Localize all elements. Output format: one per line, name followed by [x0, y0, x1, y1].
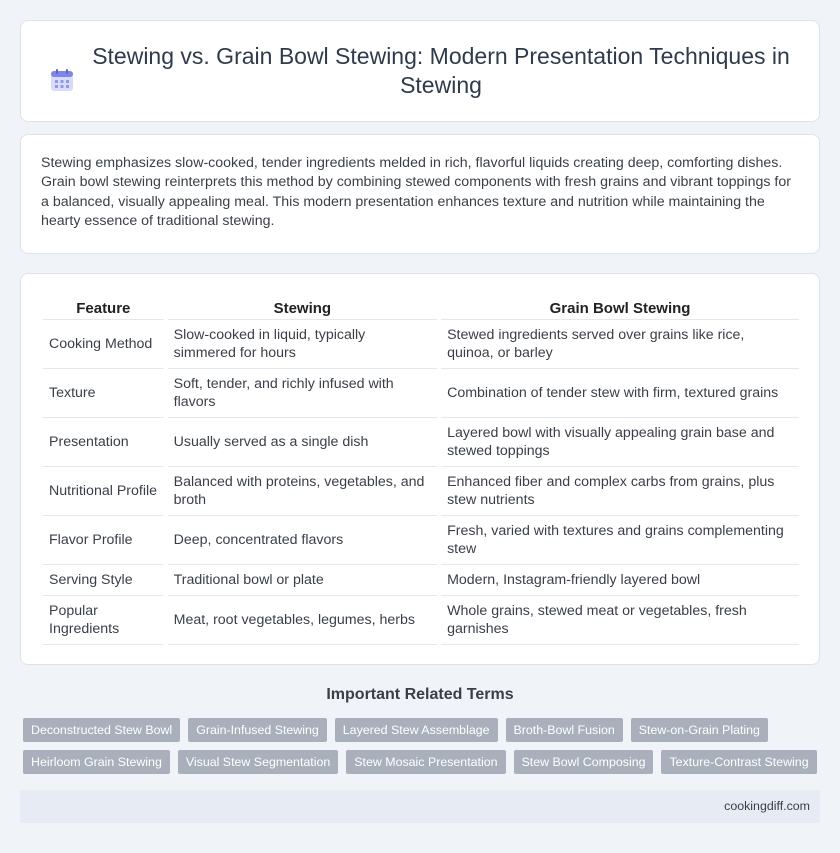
cell-feature: Nutritional Profile — [43, 467, 164, 516]
page-title: Stewing vs. Grain Bowl Stewing: Modern Presentation Techniques in Stewing — [92, 43, 790, 98]
cell-feature: Presentation — [43, 418, 164, 467]
table-row — [43, 565, 799, 596]
cell-grain-bowl: Stewed ingredients served over grains like rice, quinoa, or barley — [441, 320, 799, 369]
tag-grain-infused-stewing[interactable]: Grain-Infused Stewing — [188, 718, 327, 742]
table-header-row — [43, 294, 799, 320]
cell-stewing: Usually served as a single dish — [168, 418, 437, 467]
footer-site-link[interactable]: cookingdiff.com — [724, 799, 810, 813]
header-stewing: Stewing — [168, 294, 437, 320]
table-row — [43, 418, 799, 467]
cell-feature: Texture — [43, 369, 164, 418]
title-wrap — [49, 42, 791, 100]
related-terms-tags — [23, 718, 823, 782]
table-row — [43, 596, 799, 645]
comparison-table — [43, 294, 799, 645]
header-feature: Feature — [43, 294, 164, 320]
tag-deconstructed-stew-bowl[interactable]: Deconstructed Stew Bowl — [23, 718, 180, 742]
footer — [20, 790, 820, 823]
title-card — [20, 20, 820, 122]
cell-feature: Flavor Profile — [43, 516, 164, 565]
cell-stewing: Slow-cooked in liquid, typically simmered for hours — [168, 320, 437, 369]
tag-stew-bowl-composing[interactable]: Stew Bowl Composing — [514, 750, 654, 774]
cell-feature: Popular Ingredients — [43, 596, 164, 645]
cell-stewing: Deep, concentrated flavors — [168, 516, 437, 565]
table-row — [43, 516, 799, 565]
tag-row — [23, 718, 823, 742]
calendar-icon — [49, 67, 75, 93]
intro-text: Stewing emphasizes slow-cooked, tender ingredients melded in rich, flavorful liquids creating deep, comforting dishes. Grain bowl stewing reinterprets this method by combining stewed components with fresh grains and vibrant toppings for a balanced, visually appealing meal. This modern presentation enhances texture and nutrition while maintaining the hearty essence of traditional stewing. — [41, 155, 791, 230]
cell-grain-bowl: Whole grains, stewed meat or vegetables, fresh garnishes — [441, 596, 799, 645]
cell-grain-bowl: Modern, Instagram-friendly layered bowl — [441, 565, 799, 596]
header-grain-bowl: Grain Bowl Stewing — [441, 294, 799, 320]
tag-visual-stew-segmentation[interactable]: Visual Stew Segmentation — [178, 750, 338, 774]
tag-heirloom-grain-stewing[interactable]: Heirloom Grain Stewing — [23, 750, 170, 774]
tag-broth-bowl-fusion[interactable]: Broth-Bowl Fusion — [506, 718, 623, 742]
intro-card — [20, 134, 820, 254]
tag-texture-contrast-stewing[interactable]: Texture-Contrast Stewing — [661, 750, 816, 774]
cell-grain-bowl: Layered bowl with visually appealing grain base and stewed toppings — [441, 418, 799, 467]
cell-stewing: Meat, root vegetables, legumes, herbs — [168, 596, 437, 645]
table-row — [43, 467, 799, 516]
cell-stewing: Balanced with proteins, vegetables, and broth — [168, 467, 437, 516]
cell-stewing: Traditional bowl or plate — [168, 565, 437, 596]
cell-feature: Serving Style — [43, 565, 164, 596]
tag-stew-on-grain-plating[interactable]: Stew-on-Grain Plating — [631, 718, 768, 742]
comparison-card — [20, 273, 820, 665]
cell-feature: Cooking Method — [43, 320, 164, 369]
cell-grain-bowl: Enhanced fiber and complex carbs from grains, plus stew nutrients — [441, 467, 799, 516]
cell-grain-bowl: Fresh, varied with textures and grains complementing stew — [441, 516, 799, 565]
cell-grain-bowl: Combination of tender stew with firm, textured grains — [441, 369, 799, 418]
table-row — [43, 369, 799, 418]
tag-layered-stew-assemblage[interactable]: Layered Stew Assemblage — [335, 718, 498, 742]
table-row — [43, 320, 799, 369]
related-terms-title: Important Related Terms — [326, 686, 514, 703]
cell-stewing: Soft, tender, and richly infused with flavors — [168, 369, 437, 418]
tag-stew-mosaic-presentation[interactable]: Stew Mosaic Presentation — [346, 750, 505, 774]
tag-row — [23, 750, 823, 774]
